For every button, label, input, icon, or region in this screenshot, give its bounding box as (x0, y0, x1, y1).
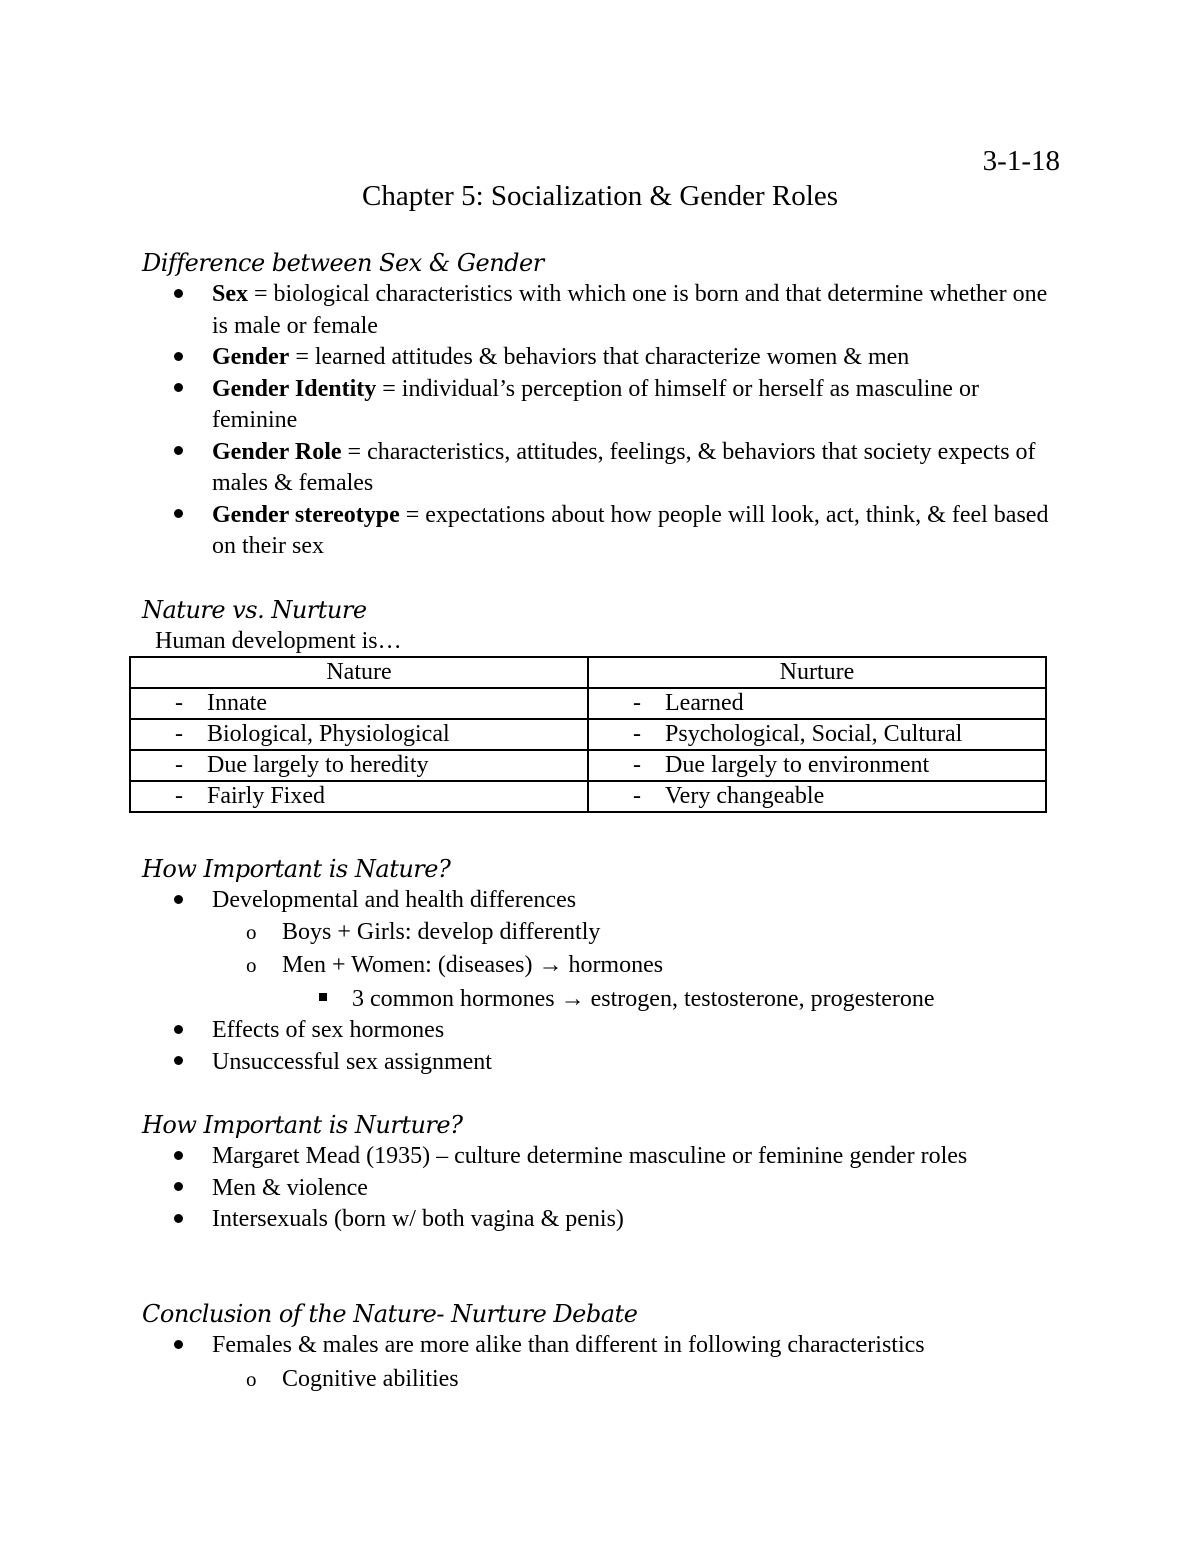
circle-bullet-icon: o (246, 919, 257, 944)
nature-list (0, 885, 1052, 1078)
table-row (130, 719, 1046, 750)
table-header-row (130, 657, 1046, 688)
section-heading-nature-importance: How Important is Nature? (142, 855, 451, 883)
section-heading-conclusion: Conclusion of the Nature- Nurture Debate (142, 1300, 638, 1328)
bullet-icon (174, 1015, 183, 1047)
section-heading-sex-gender: Difference between Sex & Gender (142, 249, 544, 277)
list-item: Intersexuals (born w/ both vagina & penis) (0, 1204, 1052, 1236)
definitions-list (0, 279, 1052, 563)
column-header-nature: Nature (130, 657, 588, 688)
section-heading-nature-nurture: Nature vs. Nurture (142, 596, 367, 624)
list-item: Effects of sex hormones (0, 1015, 1052, 1047)
table-cell: - Due largely to heredity (130, 750, 588, 781)
bullet-icon (174, 374, 183, 406)
bullet-icon (174, 885, 183, 917)
sub-list-item: o Cognitive abilities (0, 1364, 1052, 1396)
bullet-icon (174, 1204, 183, 1236)
table-row (130, 688, 1046, 719)
square-bullet-icon (319, 984, 327, 1016)
list-item: Margaret Mead (1935) – culture determine masculine or feminine gender roles (0, 1141, 1052, 1173)
table-cell: - Psychological, Social, Cultural (588, 719, 1046, 750)
column-header-nurture: Nurture (588, 657, 1046, 688)
bullet-icon (174, 1173, 183, 1205)
document-title: Chapter 5: Socialization & Gender Roles (362, 180, 838, 212)
table-cell: - Very changeable (588, 781, 1046, 812)
table-row (130, 750, 1046, 781)
list-item: Gender Identity = individual’s perception of himself or herself as masculine or feminine (0, 374, 1052, 437)
list-item: Gender Role = characteristics, attitudes, feelings, & behaviors that society expects of males & females (0, 437, 1052, 500)
table-cell: - Biological, Physiological (130, 719, 588, 750)
list-item: Females & males are more alike than different in following characteristics (0, 1330, 1052, 1362)
table-intro: Human development is… (155, 628, 402, 654)
section-heading-nurture-importance: How Important is Nurture? (142, 1111, 463, 1139)
conclusion-list (0, 1330, 1052, 1395)
list-item: Gender = learned attitudes & behaviors that characterize women & men (0, 342, 1052, 374)
nurture-list (0, 1141, 1052, 1236)
nature-nurture-table (129, 656, 1047, 813)
bullet-icon (174, 279, 183, 311)
sub-sub-list-item: 3 common hormones → estrogen, testosterone, progesterone (0, 984, 1052, 1016)
list-item: Unsuccessful sex assignment (0, 1047, 1052, 1079)
document-date: 3-1-18 (982, 145, 1060, 177)
sub-list-item: o Boys + Girls: develop differently (0, 917, 1052, 949)
table-cell: - Due largely to environment (588, 750, 1046, 781)
bullet-icon (174, 342, 183, 374)
list-item: Developmental and health differences (0, 885, 1052, 917)
list-item: Gender stereotype = expectations about how people will look, act, think, & feel based on their sex (0, 500, 1052, 563)
list-item: Sex = biological characteristics with which one is born and that determine whether one is male or female (0, 279, 1052, 342)
list-item: Men & violence (0, 1173, 1052, 1205)
circle-bullet-icon: o (246, 953, 257, 977)
circle-bullet-icon: o (246, 1366, 257, 1391)
bullet-icon (174, 1047, 183, 1079)
bullet-icon (174, 437, 183, 469)
bullet-icon (174, 500, 183, 532)
bullet-icon (174, 1330, 183, 1362)
table-cell: - Learned (588, 688, 1046, 719)
bullet-icon (174, 1141, 183, 1173)
table-cell: - Fairly Fixed (130, 781, 588, 812)
sub-list-item: o Men + Women: (diseases) → hormones (0, 950, 1052, 982)
table-row (130, 781, 1046, 812)
table-cell: - Innate (130, 688, 588, 719)
